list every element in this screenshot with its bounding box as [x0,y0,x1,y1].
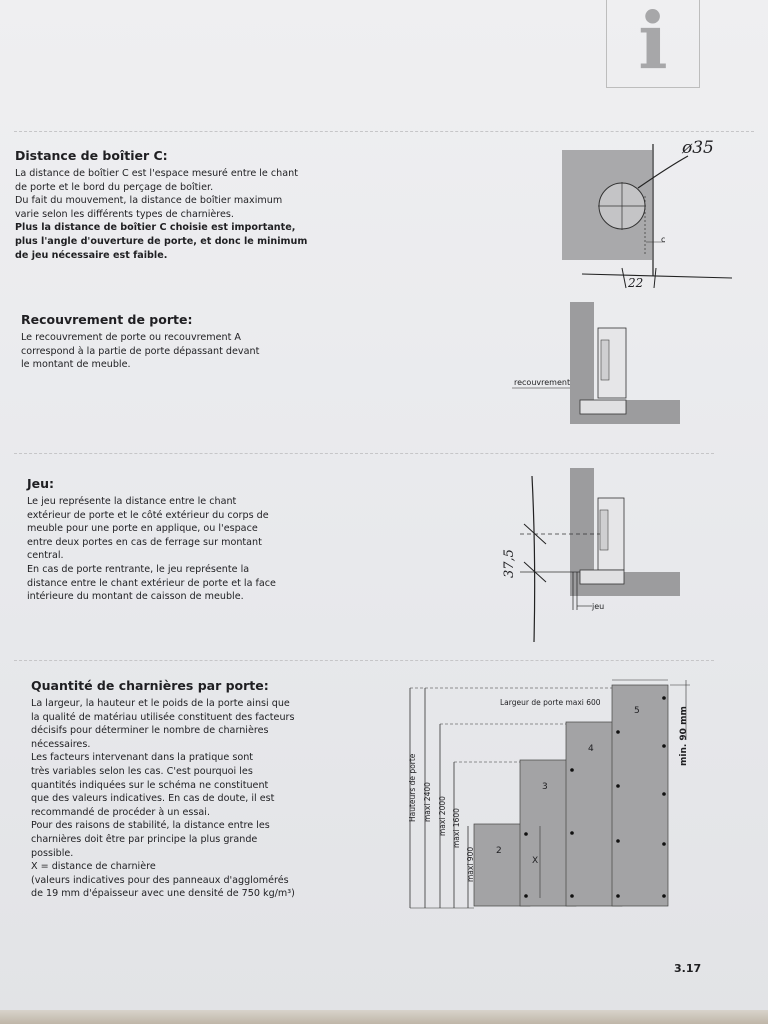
body-line: possible. [31,847,74,859]
section-body [21,331,321,372]
body-line: distance entre le chant extérieur de porte et la face [27,577,276,589]
section-recouvrement [21,312,321,372]
separator [14,660,714,662]
body-line: charnières doit être par principe la plus grande [31,833,258,845]
recouvrement-diagram-svg [510,300,690,430]
page-edge [0,1010,768,1024]
jeu-diagram-svg [500,466,690,646]
body-line: décisifs pour déterminer le nombre de charnières [31,725,269,737]
height-maxi-2000: maxi 2000 [438,796,447,836]
door-number-5: 5 [634,706,640,716]
body-line: que des valeurs indicatives. En cas de doute, il est [31,793,275,805]
height-maxi-900: maxi 900 [466,846,475,882]
height-maxi-2400: maxi 2400 [423,782,432,822]
body-line: meuble pour une porte en applique, ou l'espace [27,523,258,535]
section-jeu [27,476,327,604]
section-quantite-charnieres [31,678,331,901]
jeu-dimension-handwritten: 37,5 [502,549,517,578]
body-line: La largeur, la hauteur et le poids de la porte ainsi que [31,698,290,709]
body-line: entre deux portes en cas de ferrage sur montant [27,536,262,548]
door-number-4: 4 [588,744,594,754]
body-line-bold: Plus la distance de boîtier C choisie est importante, [15,222,296,234]
jeu-label: jeu [592,602,605,611]
recouvrement-diagram [510,300,690,430]
body-line: En cas de porte rentrante, le jeu représente la [27,563,250,575]
dimension-handwritten: 22 [628,276,644,290]
body-line: Du fait du mouvement, la distance de boîtier maximum [15,195,283,207]
body-line: central. [27,550,64,562]
recouvrement-label: recouvrement [514,378,571,387]
body-line: extérieur de porte et le côté extérieur du corps de [27,509,269,521]
body-line: correspond à la partie de porte dépassant devant [21,345,260,357]
body-line: le montant de meuble. [21,359,131,371]
door-number-2: 2 [496,846,502,856]
jeu-diagram [500,466,690,646]
body-line: nécessaires. [31,738,91,750]
door-number-3: 3 [542,782,548,792]
section-title: Jeu: [27,476,55,491]
page-number: 3.17 [674,962,702,975]
body-line: la qualité de matériau utilisée constituent des facteurs [31,711,295,723]
section-distance-boitier [15,148,315,262]
note-line: de 19 mm d'épaisseur avec une densité de 750 kg/m³) [31,888,295,900]
section-title: Quantité de charnières par porte: [31,678,269,693]
diameter-handwritten: ø35 [682,138,714,158]
x-label: X [532,856,539,866]
body-line: Pour des raisons de stabilité, la distance entre les [31,820,270,832]
body-line: La distance de boîtier C est l'espace mesuré entre le chant [15,168,298,179]
label-c: c [661,235,666,244]
body-line: Le jeu représente la distance entre le chant [27,496,237,507]
height-label: Hauteurs de porte [408,753,417,822]
separator [14,131,754,133]
note-line: (valeurs indicatives pour des panneaux d'agglomérés [31,874,289,886]
boitier-diagram-svg [560,136,750,296]
body-line: Les facteurs intervenant dans la pratique sont [31,752,254,764]
hinge-quantity-diagram [400,676,700,916]
body-line-bold: plus l'angle d'ouverture de porte, et donc le minimum [15,235,308,247]
section-body [31,697,331,901]
min-90-label: min. 90 mm [679,706,689,766]
body-line: de porte et le bord du perçage de boîtier. [15,181,214,193]
body-line: Le recouvrement de porte ou recouvrement A [21,332,241,343]
info-icon: i [638,0,668,87]
section-body [27,495,327,604]
body-line: recommandé de procéder à un essai. [31,806,211,818]
body-line: très variables selon les cas. C'est pourquoi les [31,765,253,777]
body-line-bold: de jeu nécessaire est faible. [15,249,168,261]
body-line: quantités indiquées sur le schéma ne constituent [31,779,269,791]
x-definition: X = distance de charnière [31,861,156,873]
section-title: Recouvrement de porte: [21,312,193,327]
info-icon-box [606,0,700,88]
width-label: Largeur de porte maxi 600 [500,698,601,707]
section-body [15,167,315,262]
boitier-distance-diagram [560,136,750,296]
body-line: intérieure du montant de caisson de meuble. [27,591,244,603]
body-line: varie selon les différents types de charnières. [15,208,234,220]
section-title: Distance de boîtier C: [15,148,168,163]
separator [14,453,714,455]
height-maxi-1600: maxi 1600 [452,808,461,848]
